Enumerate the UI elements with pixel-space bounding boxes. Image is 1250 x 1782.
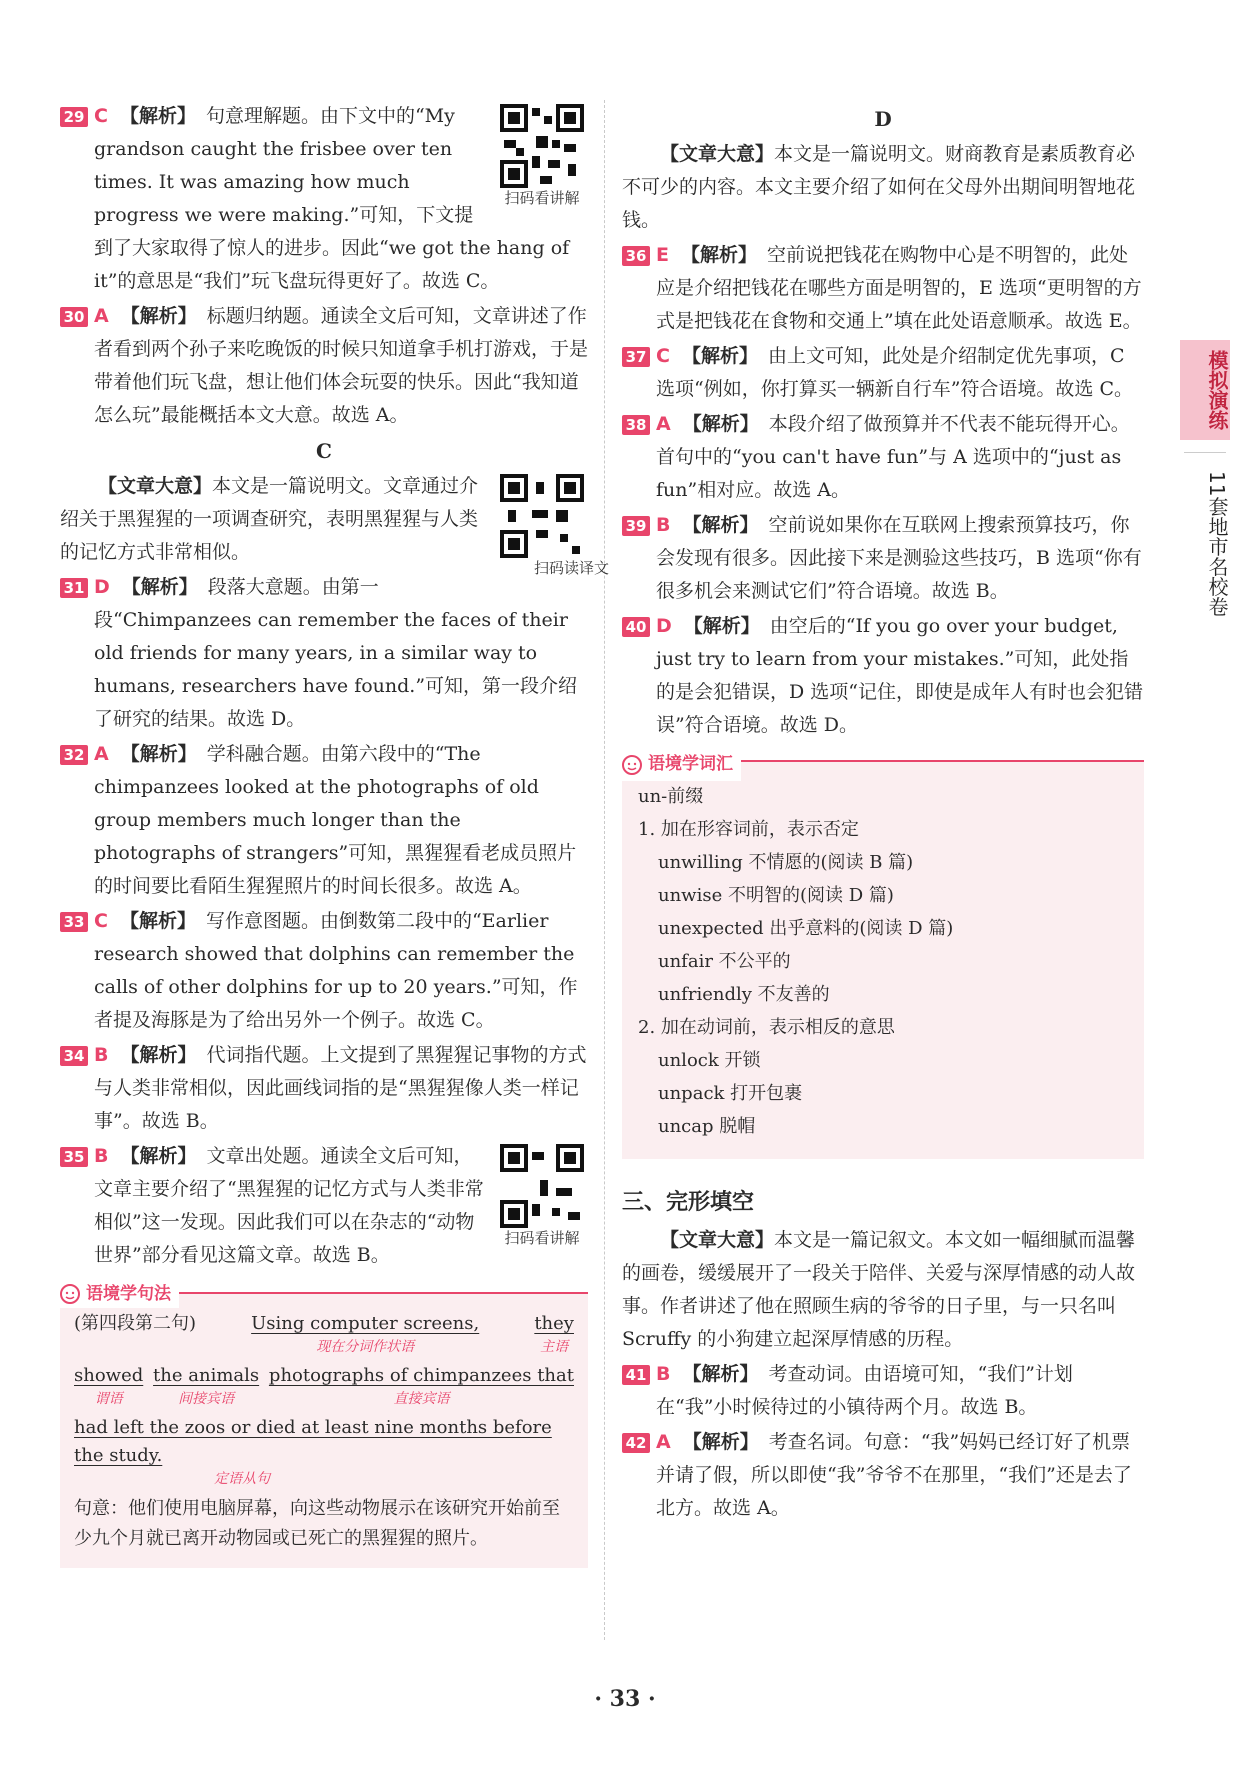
student-face-icon xyxy=(60,1284,80,1304)
part-role: 直接宾语 xyxy=(393,1391,450,1407)
vocab-group-title: 2. 加在动词前，表示相反的意思 xyxy=(638,1017,895,1038)
analysis-text: 空前说如果你在互联网上搜索预算技巧，你会发现有很多。因此接下来是测验这些技巧，B 选项“你有很多机会来测试它们”符合语境。故选 B。 xyxy=(656,514,1142,602)
analysis-text: 句意理解题。由下文中的“My grandson caught the frisbee over ten times. It was amazing how much progress we were making.”可知，下文提到了大家取得了惊人的进步。因此“we got the hang of it”的意思是“我们”玩飞盘玩得更好了。故选 C。 xyxy=(94,105,570,292)
vocab-title: un-前缀 xyxy=(638,786,704,807)
vocab-body xyxy=(638,774,1128,1143)
qr-block[interactable] xyxy=(496,1144,588,1248)
summary-text: 本文是一篇记叙文。本文如一幅细腻而温馨的画卷，缓缓展开了一段关于陪伴、关爱与深厚情感的动人故事。作者讲述了他在照顾生病的爷爷的日子里，与一只名叫 Scruffy 的小狗建立起深厚情感的历程。 xyxy=(622,1229,1136,1350)
answer-letter: A xyxy=(94,743,109,765)
analysis-text: 标题归纳题。通读全文后可知，文章讲述了作者看到两个孙子来吃晚饭的时候只知道拿手机打游戏，于是带着他们玩飞盘，想让他们体会玩耍的快乐。因此“我知道怎么玩”最能概括本文大意。故选 A。 xyxy=(94,305,589,426)
analysis-text: 本段介绍了做预算并不代表不能玩得开心。首句中的“you can't have fun”与 A 选项中的“just as fun”相对应。故选 A。 xyxy=(656,413,1130,501)
answer-letter: B xyxy=(94,1145,109,1167)
analysis-text: 代词指代题。上文提到了黑猩猩记事物的方式与人类非常相似，因此画线词指的是“黑猩猩像人类一样记事”。故选 B。 xyxy=(94,1044,587,1132)
question-number: 37 xyxy=(622,347,650,367)
qr-caption: 扫码看讲解 xyxy=(504,189,580,207)
page-number: · 33 · xyxy=(594,1686,656,1712)
answer-letter: B xyxy=(94,1044,109,1066)
vocab-item: unwise 不明智的(阅读 D 篇) xyxy=(658,885,894,906)
vocab-group-title: 1. 加在形容词前，表示否定 xyxy=(638,819,859,840)
vocab-item: uncap 脱帽 xyxy=(658,1116,756,1137)
analysis-tag: 【解析】 xyxy=(120,1145,197,1167)
answer-40 xyxy=(622,610,1144,742)
answer-29 xyxy=(60,100,588,298)
answer-letter: B xyxy=(656,1363,671,1385)
question-number: 35 xyxy=(60,1147,88,1167)
analysis-tag: 【解析】 xyxy=(683,615,760,637)
analysis-tag: 【解析】 xyxy=(682,413,759,435)
sentence-part xyxy=(74,1414,574,1488)
question-number: 34 xyxy=(60,1046,88,1066)
left-column xyxy=(60,100,610,1568)
sentence-row-3 xyxy=(74,1414,574,1488)
section-heading: 三、完形填空 xyxy=(622,1190,755,1215)
part-role: 定语从句 xyxy=(214,1471,270,1487)
answer-38 xyxy=(622,408,1144,507)
part-role: 谓语 xyxy=(94,1391,123,1407)
analysis-text: 文章出处题。通读全文后可知，文章主要介绍了“黑猩猩的记忆方式与人类非常相似”这一发现。因此我们可以在杂志的“动物世界”部分看见这篇文章。故选 B。 xyxy=(94,1145,484,1266)
column-divider xyxy=(604,100,605,1640)
sentence-part xyxy=(74,1362,143,1408)
question-number: 42 xyxy=(622,1433,650,1453)
analysis-tag: 【解析】 xyxy=(119,105,196,127)
answer-letter: C xyxy=(656,345,670,367)
summary-text: 本文是一篇说明文。文章通过介绍关于黑猩猩的一项调查研究，表明黑猩猩与人类的记忆方式非常相似。 xyxy=(60,475,479,563)
analysis-text: 由空后的“If you go over your budget, just try to learn from your mistakes.”可知，此处指的是会犯错误，D 选项“记住，即使是成年人有时也会犯错误”符合语境。故选 D。 xyxy=(656,615,1143,736)
qr-block[interactable] xyxy=(496,104,588,208)
vocab-item: unwilling 不情愿的(阅读 B 篇) xyxy=(658,852,914,873)
analysis-tag: 【解析】 xyxy=(682,1431,759,1453)
qr-code-icon[interactable] xyxy=(500,474,584,558)
question-number: 29 xyxy=(60,107,88,127)
summary-tag: 【文章大意】 xyxy=(660,143,775,165)
sentence-source: (第四段第二句) xyxy=(74,1313,197,1334)
answer-letter: D xyxy=(656,615,672,637)
answer-letter: E xyxy=(656,244,669,266)
answer-37 xyxy=(622,340,1144,406)
sentence-translation: 句意：他们使用电脑屏幕，向这些动物展示在该研究开始前至少九个月就已离开动物园或已死亡的黑猩猩的照片。 xyxy=(74,1498,560,1549)
qr-code-icon[interactable] xyxy=(500,1144,584,1228)
answer-letter: C xyxy=(94,910,108,932)
question-number: 40 xyxy=(622,617,650,637)
answer-33 xyxy=(60,905,588,1037)
analysis-text: 段落大意题。由第一段“Chimpanzees can remember the faces of their old friends for many years, in a similar way to humans, researchers have found.”可知，第一段介绍了研究的结果。故选 D。 xyxy=(94,576,578,730)
analysis-tag: 【解析】 xyxy=(120,1044,197,1066)
answer-letter: A xyxy=(94,305,109,327)
side-tab-title: 11套地市名校卷 xyxy=(1205,471,1229,617)
qr-caption: 扫码看讲解 xyxy=(504,1229,580,1247)
answer-42 xyxy=(622,1426,1144,1525)
part-role: 间接宾语 xyxy=(178,1391,235,1407)
sentence-part xyxy=(251,1310,479,1356)
part-role: 现在分词作状语 xyxy=(316,1339,415,1355)
answer-letter: B xyxy=(656,514,671,536)
syntax-box xyxy=(60,1284,588,1568)
box-title: 语境学词汇 xyxy=(648,754,733,774)
question-number: 32 xyxy=(60,745,88,765)
answer-32 xyxy=(60,738,588,903)
section-letter-d: D xyxy=(874,107,892,131)
summary-tag: 【文章大意】 xyxy=(660,1229,775,1251)
box-title: 语境学句法 xyxy=(86,1284,171,1304)
analysis-text: 空前说把钱花在购物中心是不明智的，此处应是介绍把钱花在哪些方面是明智的，E 选项“更明智的方式是把钱花在食物和交通上”填在此处语意顺承。故选 E。 xyxy=(656,244,1142,332)
sentence-row-2 xyxy=(74,1362,574,1408)
side-tab-rule xyxy=(1184,452,1226,453)
part-words: photographs of chimpanzees that xyxy=(268,1365,574,1386)
analysis-text: 考查名词。句意：“我”妈妈已经订好了机票并请了假，所以即使“我”爷爷不在那里，“我们”还是去了北方。故选 A。 xyxy=(656,1431,1132,1519)
analysis-tag: 【解析】 xyxy=(681,345,758,367)
side-tab xyxy=(1180,340,1230,616)
question-number: 31 xyxy=(60,578,88,598)
vocab-item: unpack 打开包裹 xyxy=(658,1083,803,1104)
analysis-tag: 【解析】 xyxy=(680,244,757,266)
qr-caption: 扫码读译文 xyxy=(534,559,610,577)
analysis-tag: 【解析】 xyxy=(120,305,197,327)
qr-block[interactable] xyxy=(496,474,610,578)
answer-41 xyxy=(622,1358,1144,1424)
answer-letter: C xyxy=(94,105,108,127)
sentence-row-1 xyxy=(74,1310,574,1356)
analysis-tag: 【解析】 xyxy=(682,1363,759,1385)
summary-tag: 【文章大意】 xyxy=(98,475,213,497)
answer-39 xyxy=(622,509,1144,608)
analysis-tag: 【解析】 xyxy=(121,576,198,598)
answer-36 xyxy=(622,239,1144,338)
analysis-tag: 【解析】 xyxy=(682,514,759,536)
sentence-part xyxy=(153,1362,259,1408)
question-number: 41 xyxy=(622,1365,650,1385)
part-words: they xyxy=(534,1313,574,1334)
answer-35 xyxy=(60,1140,588,1272)
answer-letter: A xyxy=(656,1431,671,1453)
analysis-text: 写作意图题。由倒数第二段中的“Earlier research showed that dolphins can remember the calls of other dolphins for up to 20 years.”可知，作者提及海豚是为了给出另外一个例子。故选 C。 xyxy=(94,910,578,1031)
qr-code-icon[interactable] xyxy=(500,104,584,188)
part-role: 主语 xyxy=(540,1339,569,1355)
analysis-tag: 【解析】 xyxy=(120,743,197,765)
analysis-text: 学科融合题。由第六段中的“The chimpanzees looked at the photographs of old group members much longer than the photographs of strangers”可知，黑猩猩看老成员照片的时间要比看陌生猩猩照片的时间长很多。故选 A。 xyxy=(94,743,577,897)
question-number: 38 xyxy=(622,415,650,435)
student-face-icon xyxy=(622,755,642,775)
part-words: the animals xyxy=(153,1365,260,1386)
analysis-text: 由上文可知，此处是介绍制定优先事项，C 选项“例如，你打算买一辆新自行车”符合语境。故选 C。 xyxy=(656,345,1134,400)
analysis-tag: 【解析】 xyxy=(119,910,196,932)
question-number: 30 xyxy=(60,307,88,327)
vocab-box xyxy=(622,754,1144,1159)
summary-d xyxy=(622,138,1144,237)
right-column xyxy=(622,100,1144,1527)
sentence-part xyxy=(269,1362,574,1408)
box-header xyxy=(60,1280,179,1308)
question-number: 36 xyxy=(622,246,650,266)
answer-34 xyxy=(60,1039,588,1138)
vocab-item: unfair 不公平的 xyxy=(658,951,791,972)
answer-30 xyxy=(60,300,588,432)
side-tab-section: 模拟演练 xyxy=(1180,340,1230,440)
summary-c xyxy=(60,470,610,577)
answer-31 xyxy=(60,571,588,736)
question-number: 39 xyxy=(622,516,650,536)
section-letter-c: C xyxy=(316,439,332,463)
answer-letter: D xyxy=(94,576,110,598)
summary-text: 本文是一篇说明文。财商教育是素质教育必不可少的内容。本文主要介绍了如何在父母外出期间明智地花钱。 xyxy=(622,143,1136,231)
sentence-part xyxy=(534,1310,574,1356)
vocab-item: unlock 开锁 xyxy=(658,1050,761,1071)
vocab-item: unfriendly 不友善的 xyxy=(658,984,830,1005)
summary-cloze xyxy=(622,1224,1144,1356)
question-number: 33 xyxy=(60,912,88,932)
answer-letter: A xyxy=(656,413,671,435)
vocab-item: unexpected 出乎意料的(阅读 D 篇) xyxy=(658,918,954,939)
analysis-text: 考查动词。由语境可知，“我们”计划在“我”小时候待过的小镇待两个月。故选 B。 xyxy=(656,1363,1073,1418)
part-words: Using computer screens, xyxy=(251,1313,480,1334)
part-words: had left the zoos or died at least nine months before the study. xyxy=(74,1417,552,1466)
part-words: showed xyxy=(74,1365,144,1386)
